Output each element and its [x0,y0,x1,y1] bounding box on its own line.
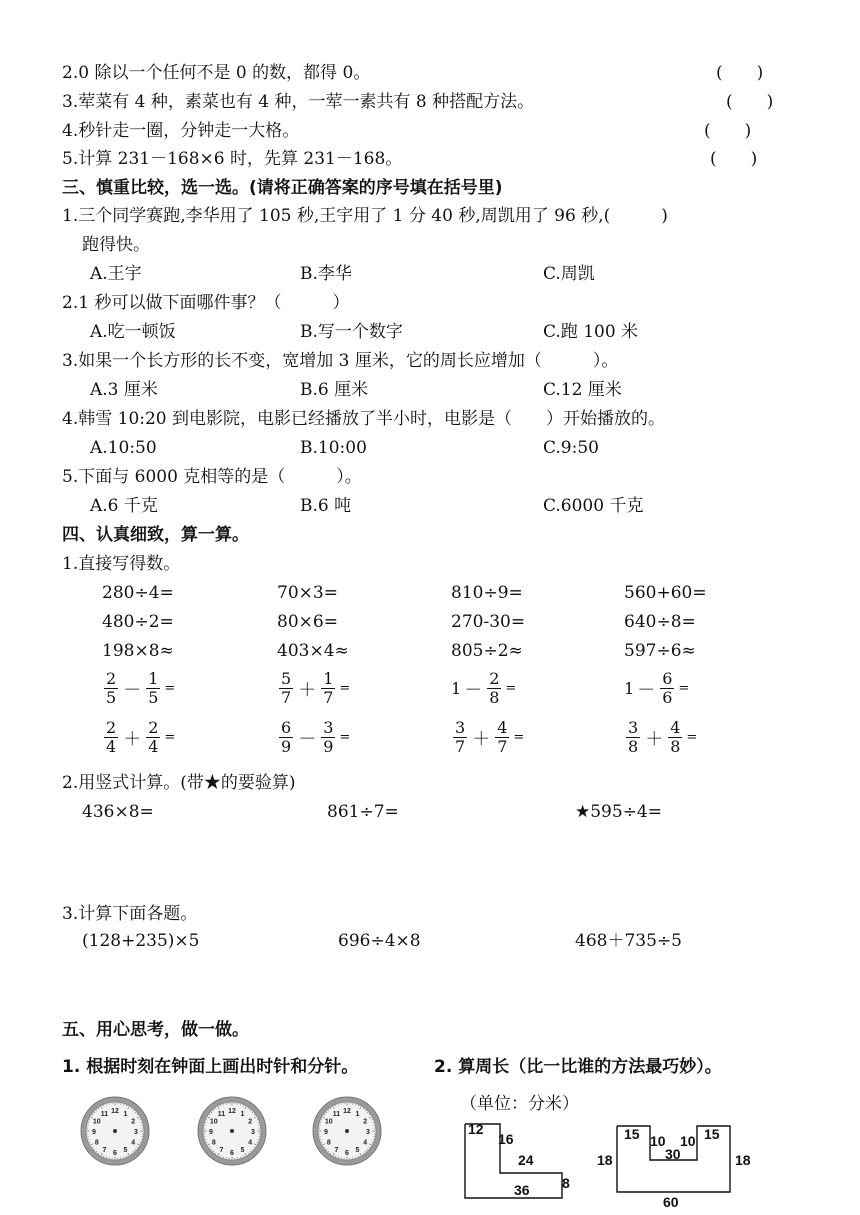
choice-q3-option-c[interactable]: C.12 厘米 [543,380,622,400]
svg-text:1: 1 [240,1110,245,1118]
svg-text:11: 11 [217,1110,226,1118]
oral-calc-item[interactable]: 560+60= [624,583,707,603]
equals-sign: = [164,681,176,696]
svg-text:7: 7 [334,1147,339,1155]
equals-sign: = [164,730,176,745]
choice-q5: 5.下面与 6000 克相等的是（ ）。 [62,467,362,487]
judge-item-3: 3.荤菜有 4 种，素菜也有 4 种，一荤一素共有 8 种搭配方法。 [62,92,535,112]
section5-heading: 五、用心思考，做一做。 [62,1020,249,1040]
clock-face-icon[interactable] [311,1095,383,1167]
svg-text:5: 5 [355,1147,360,1155]
oral-calc-item[interactable]: 810÷9= [451,583,523,603]
choice-q4-option-b[interactable]: B.10:00 [300,438,367,458]
fraction: 4 7 [497,718,508,756]
vertical-calc-item[interactable]: 861÷7= [327,802,399,822]
svg-text:10: 10 [209,1118,218,1126]
equals-sign: = [339,730,351,745]
oral-calc-item[interactable]: 270-30= [451,612,526,632]
fraction-calc-item[interactable] [102,670,175,707]
equals-sign: = [686,730,698,745]
fig2-label: 18 [735,1152,751,1168]
fraction: 3 7 [455,718,466,756]
choice-q3-option-b[interactable]: B.6 厘米 [300,380,369,400]
fraction-calc-item[interactable] [624,719,697,756]
svg-text:11: 11 [100,1110,109,1118]
operator: － [123,679,142,701]
oral-calc-item[interactable]: 640÷8= [624,612,696,632]
oral-calc-item[interactable]: 805÷2≈ [451,641,523,661]
svg-text:8: 8 [211,1139,216,1147]
clock-question: 1. 根据时刻在钟面上画出时针和分针。 [62,1057,359,1077]
fraction: 4 8 [670,718,681,756]
svg-text:5: 5 [240,1147,245,1155]
operator: － [464,679,483,701]
oral-calc-item[interactable]: 480÷2= [102,612,174,632]
oral-calc-item[interactable]: 198×8≈ [102,641,174,661]
svg-text:4: 4 [363,1139,368,1147]
judge-answer-paren-5[interactable]: ( ) [710,149,758,169]
choice-q3-option-a[interactable]: A.3 厘米 [90,380,158,400]
choice-q4-option-c[interactable]: C.9:50 [543,438,599,458]
fig2-label: 18 [597,1152,613,1168]
svg-text:6: 6 [230,1150,234,1157]
unit-label: （单位：分米） [460,1094,579,1114]
svg-text:7: 7 [219,1147,224,1155]
whole-number: 1 [451,679,462,698]
choice-q4-option-a[interactable]: A.10:50 [90,438,157,458]
choice-q3: 3.如果一个长方形的长不变，宽增加 3 厘米，它的周长应增加（ ）。 [62,351,619,371]
fraction: 6 9 [281,718,292,756]
choice-q1-option-a[interactable]: A.王宇 [90,264,142,284]
section4-heading: 四、认真细致，算一算。 [62,525,249,545]
svg-text:2: 2 [131,1118,136,1126]
svg-text:11: 11 [332,1110,341,1118]
fig2-label: 10 [650,1133,666,1149]
judge-answer-paren-2[interactable]: ( ) [716,63,764,83]
vertical-calc-item-starred[interactable]: ★595÷4= [575,802,662,822]
svg-text:12: 12 [228,1108,236,1115]
vertical-calc-title: 2.用竖式计算。(带★的要验算) [62,773,296,793]
fraction-calc-item[interactable] [624,670,689,707]
equals-sign: = [505,681,517,696]
svg-text:5: 5 [123,1147,128,1155]
svg-text:12: 12 [111,1108,119,1115]
svg-text:6: 6 [113,1150,117,1157]
choice-q4: 4.韩雪 10:20 到电影院，电影已经播放了半小时，电影是（ ）开始播放的。 [62,409,666,429]
mixed-calc-item[interactable]: 696÷4×8 [338,931,421,951]
whole-number: 1 [624,679,635,698]
svg-text:12: 12 [343,1108,351,1115]
choice-q2-option-c[interactable]: C.跑 100 米 [543,322,639,342]
svg-text:9: 9 [92,1129,96,1136]
choice-q1-cont: 跑得快。 [82,235,150,255]
svg-text:8: 8 [94,1139,99,1147]
fig2-label: 10 [680,1133,696,1149]
mixed-calc-item[interactable]: 468＋735÷5 [575,931,682,951]
svg-text:3: 3 [134,1129,138,1136]
svg-text:10: 10 [92,1118,101,1126]
judge-item-5: 5.计算 231－168×6 时，先算 231－168。 [62,149,403,169]
fraction: 2 4 [148,718,159,756]
fig1-label: 24 [518,1152,534,1168]
oral-calc-item[interactable]: 403×4≈ [277,641,349,661]
choice-q2-option-b[interactable]: B.写一个数字 [300,322,403,342]
fraction: 3 8 [628,718,639,756]
svg-text:2: 2 [363,1118,368,1126]
equals-sign: = [513,730,525,745]
fraction: 1 7 [323,669,334,707]
fig2-label: 15 [704,1126,720,1142]
fraction: 3 9 [323,718,334,756]
oral-calc-title: 1.直接写得数。 [62,554,181,574]
oral-calc-item[interactable]: 280÷4= [102,583,174,603]
svg-text:6: 6 [345,1150,349,1157]
svg-text:8: 8 [326,1139,331,1147]
operator: ＋ [472,728,491,750]
svg-text:7: 7 [102,1147,107,1155]
choice-q2-option-a[interactable]: A.吃一顿饭 [90,322,176,342]
fraction-calc-item[interactable] [451,719,524,756]
section3-heading: 三、慎重比较，选一选。(请将正确答案的序号填在括号里) [62,178,503,198]
perimeter-question: 2. 算周长（比一比谁的方法最巧妙）。 [434,1057,722,1077]
choice-q1: 1.三个同学赛跑,李华用了 105 秒,王宇用了 1 分 40 秒,周凯用了 96 秒,( ) [62,206,668,226]
operator: － [298,728,317,750]
operator: ＋ [123,728,142,750]
operator: － [637,679,656,701]
choice-q5-option-c[interactable]: C.6000 千克 [543,496,644,516]
oral-calc-item[interactable]: 70×3= [277,583,338,603]
svg-text:1: 1 [355,1110,360,1118]
clock-face-icon[interactable] [196,1095,268,1167]
fraction: 6 6 [662,669,673,707]
svg-text:2: 2 [248,1118,253,1126]
fraction: 2 8 [489,669,500,707]
judge-item-2: 2.0 除以一个任何不是 0 的数，都得 0。 [62,63,371,83]
svg-text:9: 9 [324,1129,328,1136]
mixed-calc-item[interactable]: (128+235)×5 [82,931,200,951]
fig2-label: 60 [663,1194,679,1210]
operator: ＋ [645,728,664,750]
svg-text:3: 3 [251,1129,255,1136]
choice-q2: 2.1 秒可以做下面哪件事？（ ） [62,293,350,313]
fraction: 2 4 [106,718,117,756]
fraction-calc-item[interactable] [277,670,350,707]
oral-calc-item[interactable]: 597÷6≈ [624,641,696,661]
fig1-label: 16 [498,1131,514,1147]
fig1-label: 36 [514,1182,530,1198]
choice-q5-option-b[interactable]: B.6 吨 [300,496,352,516]
equals-sign: = [339,681,351,696]
vertical-calc-item[interactable]: 436×8= [82,802,154,822]
judge-item-4: 4.秒针走一圈，分钟走一大格。 [62,121,300,141]
fraction-calc-item[interactable] [451,670,516,707]
choice-q1-option-c[interactable]: C.周凯 [543,264,595,284]
clock-face-icon[interactable] [79,1095,151,1167]
choice-q5-option-a[interactable]: A.6 千克 [90,496,158,516]
fig2-label: 30 [665,1146,681,1162]
fig1-label: 12 [468,1121,484,1137]
svg-text:4: 4 [131,1139,136,1147]
fraction-calc-item[interactable] [102,719,175,756]
svg-text:10: 10 [324,1118,333,1126]
fraction: 2 5 [106,669,117,707]
fraction: 5 7 [281,669,292,707]
fig2-label: 15 [624,1126,640,1142]
operator: ＋ [298,679,317,701]
judge-answer-paren-3[interactable]: ( ) [726,92,774,112]
choice-q1-option-b[interactable]: B.李华 [300,264,352,284]
svg-text:9: 9 [209,1129,213,1136]
oral-calc-item[interactable]: 80×6= [277,612,338,632]
fraction-calc-item[interactable] [277,719,350,756]
judge-answer-paren-4[interactable]: ( ) [704,121,752,141]
svg-text:1: 1 [123,1110,128,1118]
fraction: 1 5 [148,669,159,707]
equals-sign: = [678,681,690,696]
mixed-calc-title: 3.计算下面各题。 [62,904,198,924]
svg-text:3: 3 [366,1129,370,1136]
svg-text:4: 4 [248,1139,253,1147]
fig1-label: 8 [562,1175,570,1191]
